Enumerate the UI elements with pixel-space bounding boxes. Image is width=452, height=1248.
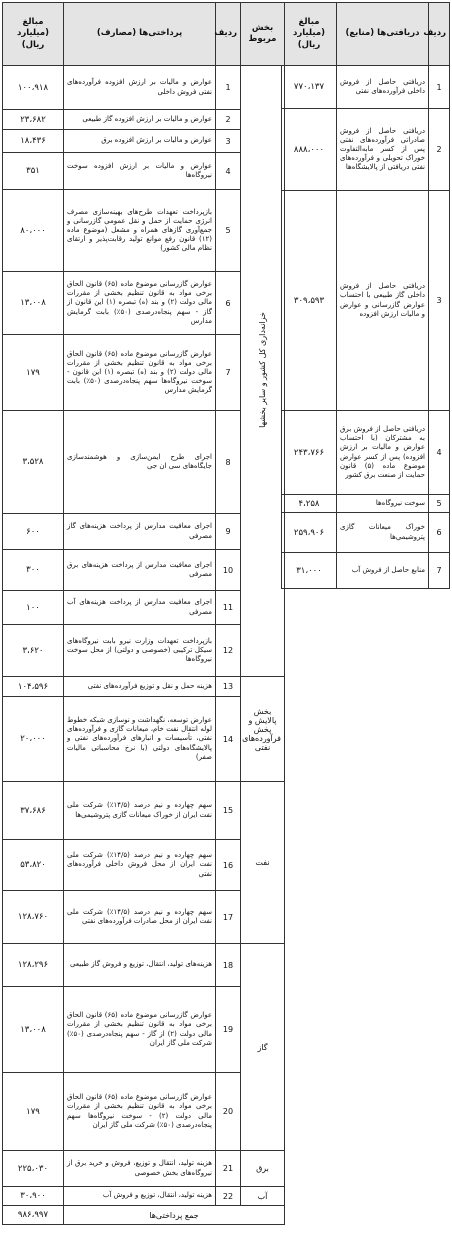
total-label: جمع پرداختی‌ها <box>64 1206 285 1225</box>
row-amount: ۸۸۸،۰۰۰ <box>282 109 337 191</box>
row-amount: ۲۴۳،۷۶۶ <box>282 411 337 495</box>
row-number: 2 <box>429 109 450 191</box>
row-description: اجرای طرح ایمن‌سازی و هوشمندسازی جایگاه‌های سی ان جی <box>64 411 216 514</box>
section-label: گاز <box>257 1042 268 1052</box>
row-description: بازپرداخت تعهدات طرح‌های بهینه‌سازی مصرف انرژی حمایت از حمل و نقل عمومی گازرسانی و جمع‌آوری گازهای همراه و مشعل (موضوع ماده (۱۲) قانون رفع موانع تولید رقابت‌پذیر و ارتقای نظام مالی کشور) <box>64 190 216 272</box>
row-amount: ۱۳،۰۰۸ <box>3 272 64 335</box>
row-number: 1 <box>216 66 241 110</box>
payments-header-desc: پرداختی‌ها (مصارف) <box>64 3 216 66</box>
section-refinery <box>241 677 285 782</box>
row-number: 10 <box>216 550 241 591</box>
row-number: 6 <box>429 513 450 553</box>
table-row <box>3 677 285 697</box>
row-number: 3 <box>216 130 241 153</box>
table-row <box>282 553 450 589</box>
section-oil <box>241 782 285 944</box>
row-amount: ۶۰۰ <box>3 514 64 550</box>
total-row <box>3 1206 285 1225</box>
row-description: هزینه حمل و نقل و توزیع فرآورده‌های نفتی <box>64 677 216 697</box>
row-number: 9 <box>216 514 241 550</box>
row-amount: ۱۸،۴۳۶ <box>3 130 64 153</box>
payments-header-section: بخش مربوط <box>241 3 285 66</box>
row-number: 6 <box>216 272 241 335</box>
row-amount: ۳۱،۰۰۰ <box>282 553 337 589</box>
row-number: 2 <box>216 110 241 130</box>
row-amount: ۳۷،۶۸۶ <box>3 782 64 840</box>
row-description: عوارض و مالیات بر ارزش افزوده برق <box>64 130 216 153</box>
row-description: عوارض و مالیات بر ارزش افزوده سوخت نیروگاه‌ها <box>64 153 216 190</box>
row-description: دریافتی حاصل از فروش برق به مشترکان (با احتساب عوارض و مالیات بر ارزش افزوده) پس از کسر عوارض موضوع ماده (۵) قانون حمایت از صنعت برق کشور <box>337 411 429 495</box>
payments-header-amount: مبالغ (میلیارد ریال) <box>3 3 64 66</box>
payments-table <box>2 2 285 1225</box>
table-row <box>3 66 285 110</box>
row-description: عوارض و مالیات بر ارزش افزوده گاز طبیعی <box>64 110 216 130</box>
payments-header-row-no: ردیف <box>216 3 241 66</box>
row-amount: ۱۷۹ <box>3 335 64 411</box>
section-label: نفت <box>255 858 270 867</box>
row-description: اجرای معافیت مدارس از پرداخت هزینه‌های گاز مصرفی <box>64 514 216 550</box>
row-amount: ۳۰۹،۵۹۳ <box>282 191 337 411</box>
row-number: 5 <box>216 190 241 272</box>
row-amount: ۲۲۵،۰۳۰ <box>3 1151 64 1187</box>
table-row <box>282 411 450 495</box>
payments-header-row <box>3 3 285 66</box>
row-number: 4 <box>429 411 450 495</box>
row-number: 21 <box>216 1151 241 1187</box>
section-water <box>241 1187 285 1206</box>
section-treasury <box>241 66 285 677</box>
row-number: 22 <box>216 1187 241 1206</box>
row-description: هزینه تولید، انتقال و توزیع، فروش و خرید برق از نیروگاه‌های بخش خصوصی <box>64 1151 216 1187</box>
section-label: آب <box>257 1191 268 1201</box>
row-number: 16 <box>216 840 241 891</box>
row-number: 5 <box>429 495 450 513</box>
row-number: 12 <box>216 625 241 677</box>
section-label: بخش پالایش و پخش فرآورده‌های نفتی <box>242 706 281 752</box>
row-description: هزینه‌های تولید، انتقال، توزیع و فروش گاز طبیعی <box>64 944 216 987</box>
row-description: منابع حاصل از فروش آب <box>337 553 429 589</box>
row-number: 18 <box>216 944 241 987</box>
row-number: 15 <box>216 782 241 840</box>
row-number: 19 <box>216 987 241 1073</box>
table-row <box>282 109 450 191</box>
row-amount: ۳،۵۲۸ <box>3 411 64 514</box>
row-number: 1 <box>429 66 450 109</box>
row-description: عوارض گازرسانی موضوع ماده (۶۵) قانون الحاق برخی مواد به قانون تنظیم بخشی از مقررات مالی دولت (۲) از گاز - سهم پنجاه‌درصدی (۵۰٪) شرکت ملی گاز ایران <box>64 987 216 1073</box>
row-number: 11 <box>216 591 241 625</box>
row-amount: ۱۲۸،۲۹۶ <box>3 944 64 987</box>
row-amount: ۱۰۰ <box>3 591 64 625</box>
row-description: عوارض گازرسانی موضوع ماده (۶۵) قانون الحاق برخی مواد به قانون تنظیم بخشی از مقررات مالی دولت (۲) و بند (ه) تبصره (۱) این قانون از گاز - سهم پنجاه‌درصدی (۵۰٪) بابت گرمایش مدارس <box>64 272 216 335</box>
table-row <box>3 1187 285 1206</box>
table-row <box>3 782 285 840</box>
row-number: 20 <box>216 1073 241 1151</box>
row-description: عوارض توسعه، نگهداشت و نوسازی شبکه خطوط لوله انتقال نفت خام، میعانات گازی و فرآورده‌های نفتی، تأسیسات و انبارهای فرآورده‌های نفتی و پالایشگاه‌های دولتی (با نرخ محاسباتی مالیات صفر) <box>64 697 216 782</box>
row-description: اجرای معافیت مدارس از پرداخت هزینه‌های برق مصرفی <box>64 550 216 591</box>
table-row <box>282 66 450 109</box>
table-row <box>282 495 450 513</box>
row-amount: ۱۰۴،۵۹۶ <box>3 677 64 697</box>
table-row <box>3 1151 285 1187</box>
row-description: عوارض گازرسانی موضوع ماده (۶۵) قانون الحاق برخی مواد به قانون تنظیم بخشی از مقررات مالی دولت (۲) - سوخت نیروگاه‌ها سهم پنجاه‌درصدی (۵۰٪) شرکت ملی گاز ایران <box>64 1073 216 1151</box>
row-description: سهم چهارده و نیم درصد (۱۴/۵٪) شرکت ملی نفت ایران از محل فروش داخلی فرآورده‌های نفتی <box>64 840 216 891</box>
resources-header-amount: مبالغ (میلیارد ریال) <box>282 3 337 66</box>
row-amount: ۳۵۱ <box>3 153 64 190</box>
resources-header-row-no: ردیف <box>429 3 450 66</box>
row-description: سهم چهارده و نیم درصد (۱۴/۵٪) شرکت ملی نفت ایران از محل صادرات فرآورده‌های نفتی <box>64 891 216 944</box>
row-amount: ۱۳،۰۰۸ <box>3 987 64 1073</box>
row-number: 14 <box>216 697 241 782</box>
budget-document <box>2 2 450 1244</box>
section-gas <box>241 944 285 1151</box>
row-amount: ۳،۶۲۰ <box>3 625 64 677</box>
section-label: برق <box>256 1164 269 1173</box>
row-amount: ۷۷۰،۱۳۷ <box>282 66 337 109</box>
row-amount: ۳۰۰ <box>3 550 64 591</box>
row-amount: ۸۰،۰۰۰ <box>3 190 64 272</box>
row-amount: ۴،۲۵۸ <box>282 495 337 513</box>
row-description: اجرای معافیت مدارس از پرداخت هزینه‌های آب مصرفی <box>64 591 216 625</box>
row-amount: ۱۷۹ <box>3 1073 64 1151</box>
row-description: دریافتی حاصل از فروش داخلی گاز طبیعی با احتساب عوارض گازرسانی و عوارض و مالیات ارزش افزوده <box>337 191 429 411</box>
row-description: سهم چهارده و نیم درصد (۱۴/۵٪) شرکت ملی نفت ایران از خوراک میعانات گازی پتروشیمی‌ها <box>64 782 216 840</box>
row-amount: ۲۵۹،۹۰۶ <box>282 513 337 553</box>
row-amount: ۳۰،۹۰۰ <box>3 1187 64 1206</box>
row-description: بازپرداخت تعهدات وزارت نیرو بابت نیروگاه‌های سیکل ترکیبی (خصوصی و دولتی) از محل سوخت نیروگاه‌ها <box>64 625 216 677</box>
row-amount: ۲۳،۶۸۲ <box>3 110 64 130</box>
row-number: 3 <box>429 191 450 411</box>
row-number: 7 <box>216 335 241 411</box>
row-number: 13 <box>216 677 241 697</box>
row-number: 17 <box>216 891 241 944</box>
row-description: دریافتی حاصل از فروش داخلی فرآورده‌های نفتی <box>337 66 429 109</box>
row-amount: ۵۳،۸۲۰ <box>3 840 64 891</box>
row-description: دریافتی حاصل از فروش صادراتی فرآورده‌های نفتی پس از کسر ما‌به‌التفاوت خوراک تحویلی و فرآورده‌های نفتی دریافتی از پالایشگاه‌ها <box>337 109 429 191</box>
section-label: خزانه‌داری کل کشور و سایر بخشها <box>257 312 267 428</box>
row-amount: ۲۰،۰۰۰ <box>3 697 64 782</box>
row-number: 4 <box>216 153 241 190</box>
resources-header-desc: دریافتی‌ها (منابع) <box>337 3 429 66</box>
row-description: عوارض گازرسانی موضوع ماده (۶۵) قانون الحاق برخی مواد به قانون تنظیم بخشی از مقررات مالی دولت (۲) و بند (ه) تبصره (۱) این قانون - سوخت نیروگاه‌ها سهم پنجاه‌درصدی (۵۰٪) بابت گرمایش مدارس <box>64 335 216 411</box>
section-power <box>241 1151 285 1187</box>
row-description: خوراک میعانات گازی پتروشیمی‌ها <box>337 513 429 553</box>
total-amount: ۹۸۶،۹۹۷ <box>3 1206 64 1225</box>
row-amount: ۱۲۸،۷۶۰ <box>3 891 64 944</box>
row-description: سوخت نیروگاه‌ها <box>337 495 429 513</box>
row-description: هزینه تولید، انتقال، توزیع و فروش آب <box>64 1187 216 1206</box>
row-number: 8 <box>216 411 241 514</box>
row-description: عوارض و مالیات بر ارزش افزوده فرآورده‌های نفتی فروش داخلی <box>64 66 216 110</box>
table-row <box>282 513 450 553</box>
resources-header-row <box>282 3 450 66</box>
row-amount: ۱۰۰،۹۱۸ <box>3 66 64 110</box>
row-number: 7 <box>429 553 450 589</box>
table-row <box>3 944 285 987</box>
table-row <box>282 191 450 411</box>
resources-table <box>281 2 450 589</box>
